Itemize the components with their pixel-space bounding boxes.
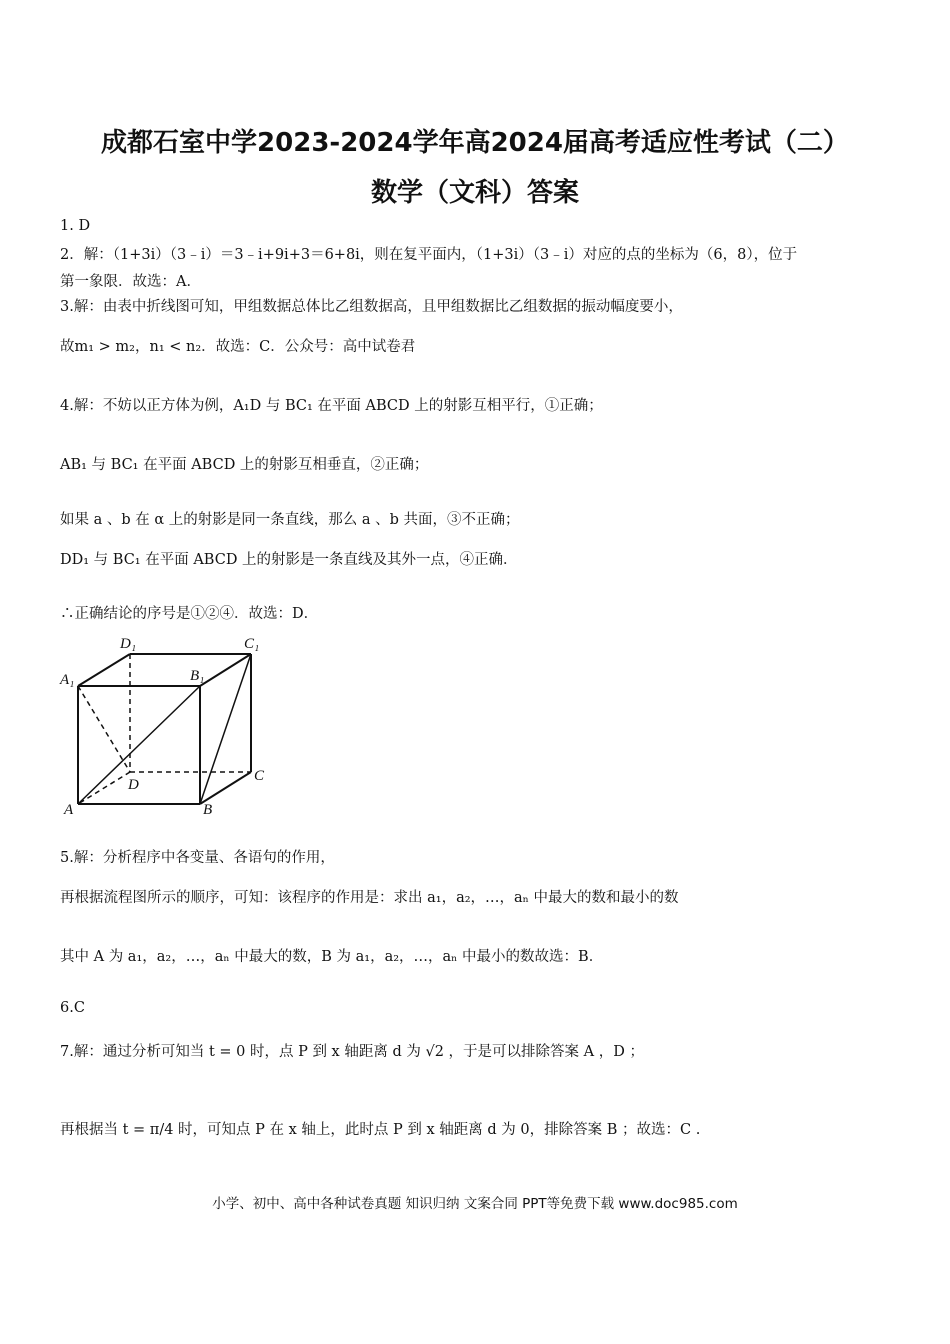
answer-6: 6.C bbox=[60, 1000, 85, 1016]
answer-4-conclusion: ∴正确结论的序号是①②④．故选：D． bbox=[60, 606, 319, 622]
document-subtitle: 数学（文科）答案 bbox=[370, 178, 579, 208]
label-B: B bbox=[203, 802, 213, 817]
answer-5-line3: 其中 A 为 a₁，a₂，…，aₙ 中最大的数，B 为 a₁，a₂，…，aₙ 中最小的数故选：B． bbox=[60, 949, 604, 965]
answer-4-line1: 4.解：不妨以正方体为例，A₁D 与 BC₁ 在平面 ABCD 上的射影互相平行，①正确； bbox=[60, 398, 603, 414]
answer-5-line2: 再根据流程图所示的顺序，可知：该程序的作用是：求出 a₁，a₂，…，aₙ 中最大的数和最小的数 bbox=[60, 890, 679, 906]
label-A: A bbox=[64, 802, 74, 817]
answer-7-line1: 7.解：通过分析可知当 t = 0 时，点 P 到 x 轴距离 d 为 √2 ，于是可以排除答案 A ，D ； bbox=[60, 1044, 644, 1060]
answer-2-line1: 2．解：（1+3i）（3﹣i）＝3﹣i+9i+3＝6+8i，则在复平面内，（1+3i）（3﹣i）对应的点的坐标为（6，8），位于 bbox=[60, 247, 798, 263]
answer-7-line2: 再根据当 t = π/4 时，可知点 P 在 x 轴上，此时点 P 到 x 轴距离 d 为 0，排除答案 B ；故选：C . bbox=[60, 1122, 701, 1138]
label-C1: C₁ bbox=[244, 636, 260, 652]
answer-4-line2: AB₁ 与 BC₁ 在平面 ABCD 上的射影互相垂直，②正确； bbox=[60, 457, 429, 473]
answer-4-line4: DD₁ 与 BC₁ 在平面 ABCD 上的射影是一条直线及其外一点，④正确． bbox=[60, 552, 518, 568]
document-title: 成都石室中学2023-2024学年高2024届高考适应性考试（二） bbox=[101, 128, 849, 158]
label-A1: A₁ bbox=[60, 672, 75, 688]
label-C: C bbox=[254, 768, 265, 784]
label-D: D bbox=[128, 777, 139, 793]
answer-3-line2: 故m₁ > m₂，n₁ < n₂．故选：C．公众号：高中试卷君 bbox=[60, 339, 416, 355]
answer-5-line1: 5.解：分析程序中各变量、各语句的作用， bbox=[60, 850, 335, 866]
label-D1: D₁ bbox=[120, 636, 137, 652]
answer-2-line2: 第一象限．故选：A． bbox=[60, 274, 201, 290]
answer-3-line1: 3.解：由表中折线图可知，甲组数据总体比乙组数据高，且甲组数据比乙组数据的振动幅度要小， bbox=[60, 299, 683, 315]
page-footer: 小学、初中、高中各种试卷真题 知识归纳 文案合同 PPT等免费下载 www.doc985.com bbox=[212, 1196, 738, 1212]
cube-figure bbox=[58, 632, 278, 817]
answer-4-line3: 如果 a 、b 在 α 上的射影是同一条直线，那么 a 、b 共面，③不正确； bbox=[60, 512, 520, 528]
answer-1: 1. D bbox=[60, 218, 91, 234]
label-B1: B₁ bbox=[190, 668, 205, 684]
